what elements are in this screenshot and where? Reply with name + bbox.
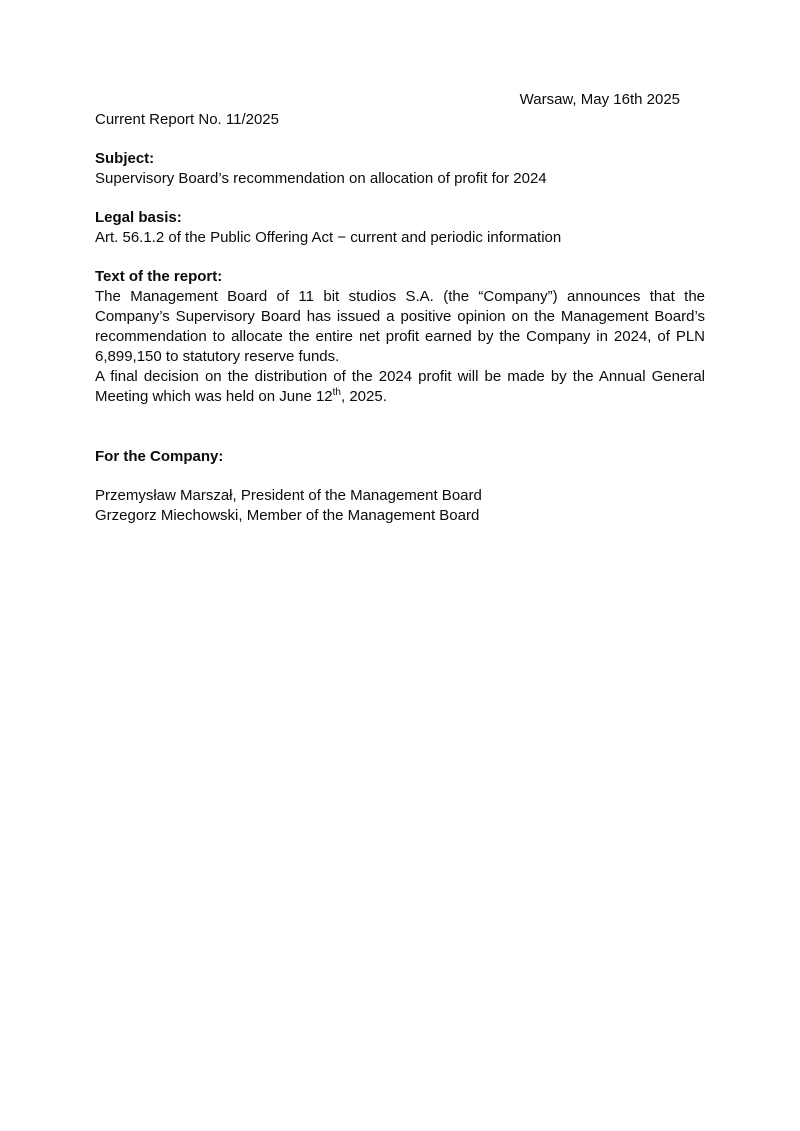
subject-body: Supervisory Board’s recommendation on allocation of profit for 2024 — [95, 170, 547, 187]
signature-section — [95, 447, 705, 526]
legal-basis-heading: Legal basis: — [95, 209, 182, 226]
report-paragraph-2 — [95, 367, 705, 407]
superscript-th: th — [332, 387, 341, 398]
signature-line-2: Grzegorz Miechowski, Member of the Management Board — [95, 507, 480, 524]
subject-section — [95, 149, 705, 189]
subject-heading: Subject: — [95, 150, 155, 167]
report-heading: Text of the report: — [95, 268, 223, 285]
legal-basis-section — [95, 208, 705, 248]
report-paragraph-2-tail: , 2025. — [341, 388, 387, 405]
legal-basis-body: Art. 56.1.2 of the Public Offering Act − current and periodic information — [95, 229, 562, 246]
signature-names — [95, 486, 705, 526]
report-paragraph-2-text: A final decision on the distribution of the 2024 profit will be made by the Annual General Meeting which was held on June 12 — [95, 368, 705, 405]
report-number: Current Report No. 11/2025 — [95, 111, 279, 128]
signature-line-1: Przemysław Marszał, President of the Management Board — [95, 487, 482, 504]
report-paragraph-1: The Management Board of 11 bit studios S.A. (the “Company”) announces that the Company’s Supervisory Board has issued a positive opinion on the Management Board’s recommendation to allocate the entire net profit earned by the Company in 2024, of PLN 6,899,150 to statutory reserve funds. — [95, 288, 705, 365]
for-the-company-heading: For the Company: — [95, 448, 224, 465]
date-line: Warsaw, May 16th 2025 — [519, 91, 680, 108]
report-section — [95, 267, 705, 407]
